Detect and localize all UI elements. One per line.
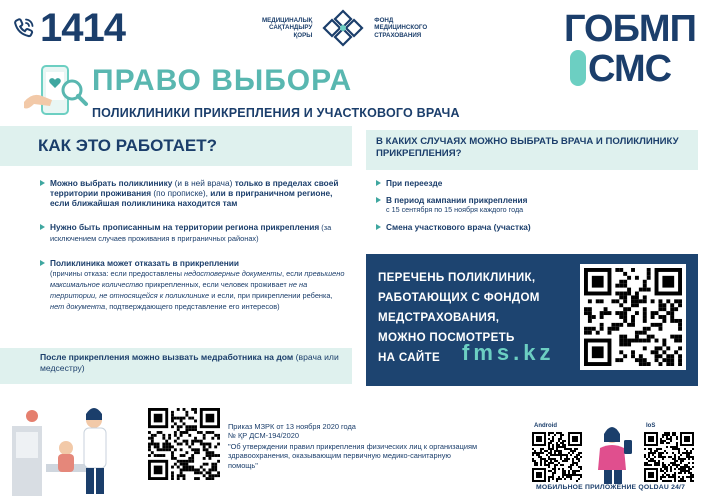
case-text: В период кампании прикрепления xyxy=(386,195,528,205)
brand-o-shape xyxy=(570,50,586,86)
order-line-3: "Об утверждении правил прикрепления физических лиц к организациям здравоохранения, оказывающим первичную медико-санитарную помощь" xyxy=(228,441,478,470)
android-label: Android xyxy=(534,423,557,429)
page-title: ПРАВО ВЫБОРА xyxy=(92,64,353,97)
order-line-2: № ҚР ДСМ-194/2020 xyxy=(228,431,299,441)
woman-with-phone-illustration xyxy=(588,422,640,486)
how-heading: КАК ЭТО РАБОТАЕТ? xyxy=(38,136,218,155)
after-bold: После прикрепления можно вызвать медработника на дом xyxy=(40,352,294,362)
item-text: , если xyxy=(282,269,305,278)
qr-code-icon[interactable] xyxy=(532,432,582,482)
list-item xyxy=(376,178,686,188)
qr-code-icon[interactable] xyxy=(148,408,220,480)
qr-code-icon[interactable] xyxy=(644,432,694,482)
item-text: (и в ней врача) xyxy=(172,178,235,188)
site-link[interactable]: fms.kz xyxy=(462,340,555,365)
fund-logo-icon xyxy=(320,8,366,48)
fund-name-kz: МЕДИЦИНАЛЫҚ САҚТАНДЫРУ ҚОРЫ xyxy=(262,16,313,39)
item-text: и если, при прикреплении ребенка, xyxy=(209,291,333,300)
item-italic: превышено максимальное количество xyxy=(50,269,345,289)
item-bold: Нужно быть прописанным на территории региона прикрепления xyxy=(50,222,320,232)
item-italic: нет документа xyxy=(50,302,106,311)
brand-line-2: СМС xyxy=(588,48,672,90)
hotline-block xyxy=(12,8,125,48)
cases-list xyxy=(376,178,686,239)
item-bold: Поликлиника может отказать в прикреплении xyxy=(50,258,239,268)
clinic-list-text: ПЕРЕЧЕНЬ ПОЛИКЛИНИК, РАБОТАЮЩИХ С ФОНДОМ МЕДСТРАХОВАНИЯ, МОЖНО ПОСМОТРЕТЬ НА САЙТЕ xyxy=(378,271,540,364)
qr-code-icon[interactable] xyxy=(580,264,686,370)
list-item xyxy=(40,222,346,244)
case-text: Смена участкового врача (участка) xyxy=(386,222,531,232)
item-note: (за исключением случаев проживания в приграничных районах) xyxy=(50,223,332,243)
item-bold: или в приграничном регионе, если ближайшая поликлиника находится там xyxy=(50,188,333,208)
fund-name-ru: ФОНД МЕДИЦИНСКОГО СТРАХОВАНИЯ xyxy=(374,16,428,39)
doctor-illustration xyxy=(8,386,128,498)
item-bold: Можно выбрать поликлинику xyxy=(50,178,173,188)
phone-icon xyxy=(12,16,36,40)
item-italic: недостоверные документы xyxy=(184,269,282,278)
list-item xyxy=(376,222,686,232)
after-note: (врача или медсестру) xyxy=(40,352,339,373)
item-text: (причины отказа: если предоставлены xyxy=(50,269,185,278)
page-subtitle: ПОЛИКЛИНИКИ ПРИКРЕПЛЕНИЯ И УЧАСТКОВОГО ВРАЧА xyxy=(92,106,460,120)
gobmp-osms-logo xyxy=(564,6,694,88)
hotline-number: 1414 xyxy=(40,6,125,50)
brand-line-1: ГОБМП xyxy=(564,8,696,50)
item-text: (по прописке), xyxy=(151,188,211,198)
item-bold: только в пределах своей территории проживания xyxy=(50,178,339,198)
list-item xyxy=(40,258,346,312)
case-text: При переезде xyxy=(386,178,443,188)
ios-label: IoS xyxy=(646,423,656,429)
case-note: с 15 сентября по 15 ноября каждого года xyxy=(386,205,524,214)
item-text: прикрепленных, если человек проживает xyxy=(143,280,289,289)
item-italic: не на территории, не относящейся к поликлинике xyxy=(50,280,308,300)
order-line-1: Приказ МЗРК от 13 ноября 2020 года xyxy=(228,422,356,431)
after-attachment-text xyxy=(40,352,340,374)
order-reference xyxy=(228,422,478,470)
mobile-app-caption: МОБИЛЬНОЕ ПРИЛОЖЕНИЕ QOLDAU 24/7 xyxy=(536,484,686,491)
list-item xyxy=(40,178,346,208)
fund-logo-block xyxy=(262,8,427,48)
item-text: , подтверждающего представление его интересов) xyxy=(105,302,280,311)
cases-heading: В КАКИХ СЛУЧАЯХ МОЖНО ВЫБРАТЬ ВРАЧА И ПОЛИКЛИНИКУ ПРИКРЕПЛЕНИЯ? xyxy=(376,136,679,159)
how-list xyxy=(40,178,346,326)
list-item xyxy=(376,195,686,215)
